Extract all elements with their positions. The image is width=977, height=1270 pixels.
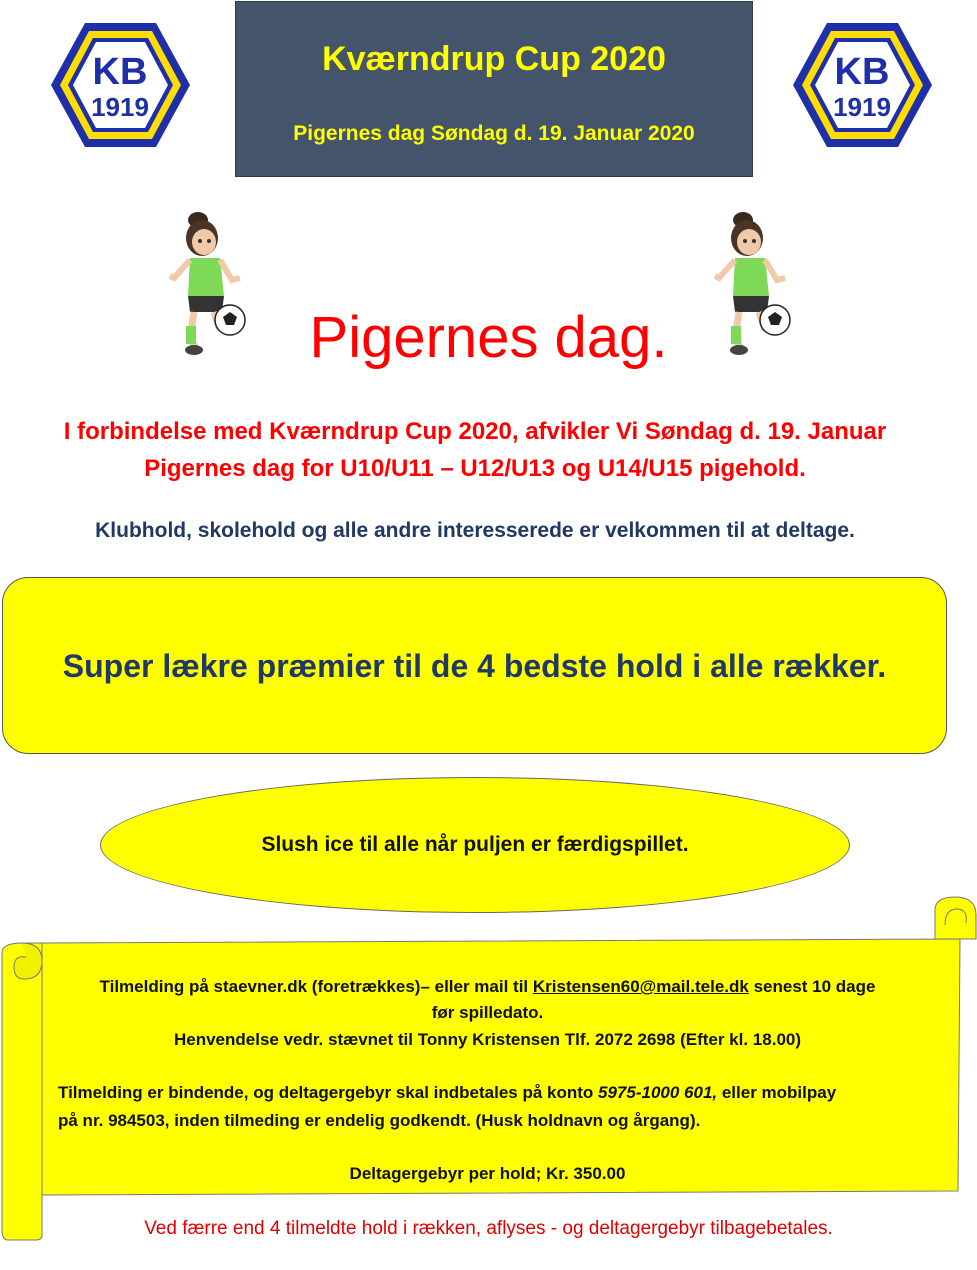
prize-text: Super lækre præmier til de 4 bedste hold i alle rækker. bbox=[62, 648, 887, 684]
logo-year: 1919 bbox=[833, 92, 891, 122]
logo-year: 1919 bbox=[91, 92, 149, 122]
binding-prefix: Tilmelding er bindende, og deltagergebyr skal indbetales på konto bbox=[58, 1083, 599, 1102]
logo-letters: KB bbox=[92, 51, 148, 93]
header-subtitle: Pigernes dag Søndag d. 19. Januar 2020 bbox=[293, 122, 695, 145]
intro-paragraph bbox=[0, 413, 950, 487]
logo-letters: KB bbox=[834, 51, 890, 93]
registration-text bbox=[45, 977, 930, 997]
binding-text bbox=[58, 1083, 938, 1103]
slush-text: Slush ice til alle når puljen er færdigspillet. bbox=[261, 833, 689, 856]
header-banner bbox=[235, 1, 753, 177]
scroll-banner bbox=[0, 895, 977, 1245]
kb-logo-right bbox=[790, 20, 935, 150]
slush-ellipse bbox=[100, 777, 850, 913]
main-title: Pigernes dag. bbox=[309, 305, 668, 370]
intro-line-2: Pigernes dag for U10/U11 – U12/U13 og U14/U15 pigehold. bbox=[144, 455, 806, 482]
email-link[interactable]: Kristensen60@mail.tele.dk bbox=[532, 977, 749, 996]
binding-line-2: på nr. 984503, inden tilmeding er endelig godkendt. (Husk holdnavn og årgang). bbox=[58, 1111, 701, 1130]
welcome-text: Klubhold, skolehold og alle andre interesserede er velkommen til at deltage. bbox=[95, 519, 855, 542]
fee-text: Deltagergebyr per hold; Kr. 350.00 bbox=[349, 1164, 626, 1183]
intro-line-1: I forbindelse med Kværndrup Cup 2020, afvikler Vi Søndag d. 19. Januar bbox=[63, 418, 887, 445]
contact-text: Henvendelse vedr. stævnet til Tonny Kristensen Tlf. 2072 2698 (Efter kl. 18.00) bbox=[173, 1030, 802, 1049]
registration-suffix: senest 10 dage bbox=[748, 977, 876, 996]
registration-prefix: Tilmelding på staevner.dk (foretrækkes)– eller mail til bbox=[99, 977, 533, 996]
binding-suffix: eller mobilpay bbox=[717, 1083, 837, 1102]
account-number: 5975-1000 601, bbox=[598, 1083, 718, 1102]
kb-logo-left bbox=[48, 20, 193, 150]
registration-line-2: før spilledato. bbox=[431, 1003, 544, 1022]
prize-box bbox=[2, 577, 947, 754]
footer-note: Ved færre end 4 tilmeldte hold i rækken, aflyses - og deltagergebyr tilbagebetales. bbox=[144, 1218, 833, 1239]
header-title: Kværndrup Cup 2020 bbox=[322, 40, 666, 78]
